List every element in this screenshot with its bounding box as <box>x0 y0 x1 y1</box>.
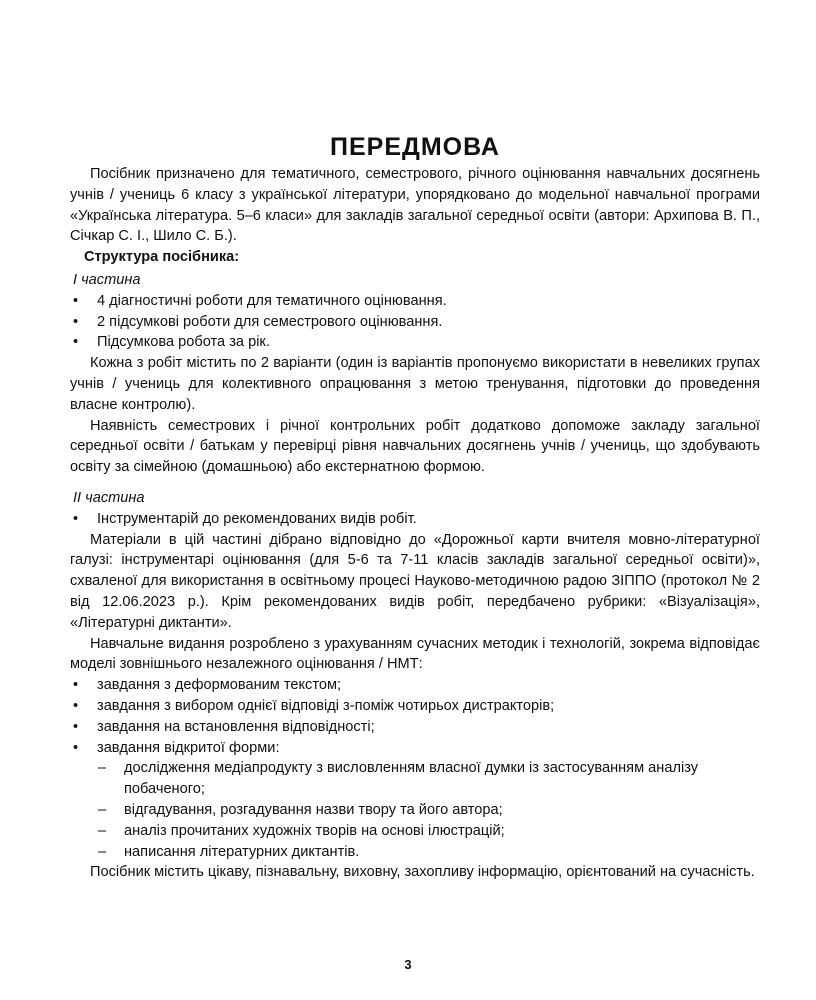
page-title: ПЕРЕДМОВА <box>330 133 500 161</box>
part2-heading: ІІ частина <box>73 489 145 506</box>
part2-paragraph: Матеріали в цій частині дібрано відповідно до «Дорожньої карти вчителя мовно-літературної галузі: інструментарі оцінювання (для 5-6 та 7-11 класів закладів загальної середньої освіти)», схваленої для використання в освітньому процесі Науково-методичною радою ЗІППО (протокол № 2 від 12.06.2023 р.). Крім рекомендованих видів робіт, передбачено рубрики: «Візуалізація», «Літературні диктанти». <box>70 531 760 631</box>
list-item: • 2 підсумкові роботи для семестрового оцінювання. <box>70 312 760 333</box>
page-number: 3 <box>404 957 412 972</box>
list-item: • 4 діагностичні роботи для тематичного оцінювання. <box>70 291 760 312</box>
task-types-list <box>70 675 760 758</box>
list-item: • Інструментарій до рекомендованих видів робіт. <box>70 509 760 530</box>
preface-content <box>70 132 760 883</box>
list-item: – аналіз прочитаних художніх творів на основі ілюстрацій; <box>97 821 760 842</box>
part1-list <box>70 291 760 353</box>
list-item: • завдання на встановлення відповідності; <box>70 717 760 738</box>
part1-heading: І частина <box>73 271 141 288</box>
list-item: – відгадування, розгадування назви твору та його автора; <box>97 800 760 821</box>
list-item: – написання літературних диктантів. <box>97 842 760 863</box>
methods-paragraph: Навчальне видання розроблено з урахуванням сучасних методик і технологій, зокрема відповідає моделі зовнішнього незалежного оцінювання / НМТ: <box>70 635 760 673</box>
part2-list <box>70 509 760 530</box>
part1-paragraph-control: Наявність семестрових і річної контрольних робіт додатково допоможе закладу загальної середньої освіти / батькам у перевірці рівня навчальних досягнень учнів / учениць, що здобувають освіту за сімейною (домашньою) або екстернатною формою. <box>70 417 760 476</box>
part1-paragraph-variants: Кожна з робіт містить по 2 варіанти (один із варіантів пропонуємо використати в невеликих групах учнів / учениць для колективного опрацювання з метою тренування, підготовки до проведення власне контролю). <box>70 355 760 413</box>
structure-heading: Структура посібника: <box>84 249 240 266</box>
intro-paragraph: Посібник призначено для тематичного, семестрового, річного оцінювання навчальних досягнень учнів / учениць 6 класу з української літератури, упорядковано до модельної навчальної програми «Українська література. 5–6 класи» для закладів загальної середньої освіти (автори: Архипова В. П., Січкар С. І., Шило С. Б.). <box>70 166 760 245</box>
closing-paragraph: Посібник містить цікаву, пізнавальну, виховну, захопливу інформацію, орієнтований на сучасність. <box>90 864 755 881</box>
list-item: – дослідження медіапродукту з висловленням власної думки із застосуванням аналізу побаченого; <box>97 758 760 800</box>
list-item: • завдання з вибором однієї відповіді з-поміж чотирьох дистракторів; <box>70 696 760 717</box>
list-item: • Підсумкова робота за рік. <box>70 332 760 353</box>
open-tasks-list <box>70 758 760 862</box>
list-item: • завдання з деформованим текстом; <box>70 675 760 696</box>
list-item: • завдання відкритої форми: <box>70 738 760 759</box>
